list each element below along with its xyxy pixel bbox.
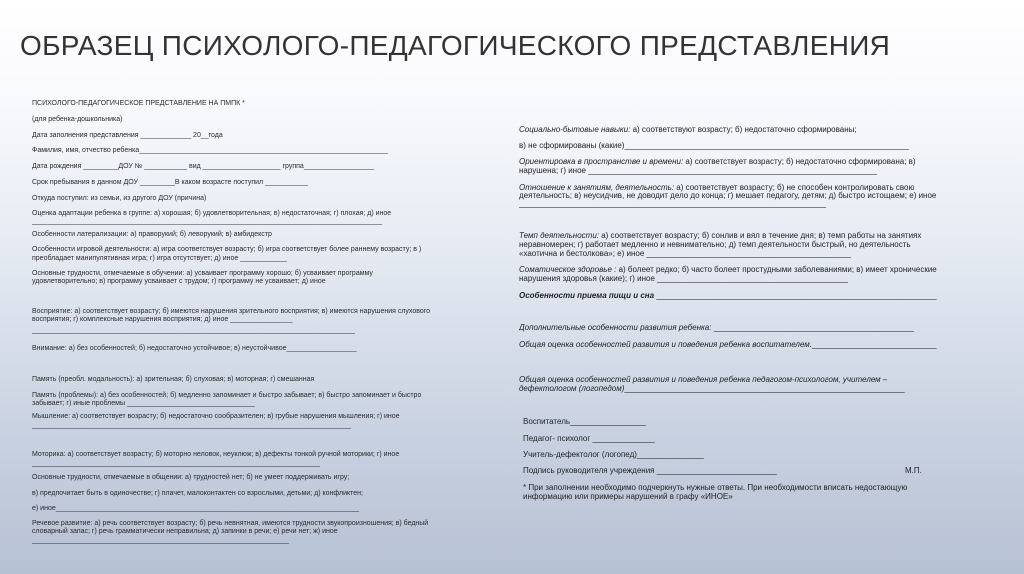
- field-additional-features: Дополнительные особенности развития ребенка: _____________________________________________: [519, 323, 914, 332]
- field-communication-other: е) иное______________________________________________________________________________: [32, 505, 360, 512]
- field-motor-skills-blank: __________________________________________________________________________: [32, 460, 321, 467]
- form-subheading: (для ребенка-дошкольника): [32, 116, 123, 123]
- slide-title: ОБРАЗЕЦ ПСИХОЛОГО-ПЕДАГОГИЧЕСКОГО ПРЕДСТАВЛЕНИЯ: [20, 30, 891, 61]
- signature-defectologist: Учитель-дефектолог (логопед)_______________: [523, 450, 704, 459]
- field-attitude-blank: _____________________________________________________________________: [519, 199, 826, 208]
- field-eating-sleep-label: Особенности приема пищи и сна: [519, 291, 655, 300]
- signature-psychologist: Педагог- психолог ______________: [523, 434, 655, 443]
- field-household-skills-label: Социально-бытовые навыки:: [519, 125, 631, 134]
- field-health-cont: нарушения здоровья (какие); г) иное ___________________________________________: [519, 274, 849, 283]
- field-memory-modality: Память (преобл. модальность): а) зрительная; б) слуховая; в) моторная; г) смешанная: [32, 376, 315, 383]
- field-thinking: Мышление: а) соответствует возрасту; б) недостаточно сообразителен; в) грубые нарушения мышления; г) иное: [32, 413, 400, 420]
- field-attitude-label: Отношение к занятиям, деятельность:: [519, 183, 675, 192]
- field-orientation-label: Ориентировка в пространстве и времени:: [519, 157, 684, 166]
- field-perception-cont: восприятия; г) комплексные нарушения восприятия; д) иное ________________: [32, 316, 293, 323]
- signature-director: Подпись руководителя учреждения ___________________________: [523, 466, 777, 475]
- footnote: * При заполнении необходимо подчеркнуть нужные ответы. При необходимости вписать недостающую: [523, 483, 908, 492]
- field-origin: Откуда поступил: из семьи, из другого ДОУ (причина): [32, 195, 207, 202]
- field-thinking-blank: __________________________________________________________________________________: [32, 422, 352, 429]
- field-communication: Основные трудности, отмечаемые в общении: а) трудностей нет; б) не умеет поддерживать игру;: [32, 474, 350, 481]
- form-heading: ПСИХОЛОГО-ПЕДАГОГИЧЕСКОЕ ПРЕДСТАВЛЕНИЕ НА ПМПК *: [32, 100, 245, 107]
- field-specialist-assessment-cont: дефектологом (логопедом)_______________________________________________________________: [519, 384, 905, 393]
- field-orientation: Ориентировка в пространстве и времени: а) соответствует возрасту; б) недостаточно сформирована; в): [519, 157, 916, 166]
- field-play-activity-cont: преобладает манипулятивная игра; г) игра отсутствует; д) иное ____________: [32, 255, 287, 262]
- field-lateralization: Особенности латерализации: а) праворукий; б) леворукий; в) амбидекстр: [32, 231, 272, 238]
- field-attention: Внимание: а) без особенностей; б) недостаточно устойчивое; в) неустойчивое__________________: [32, 345, 357, 352]
- field-speech-cont: словарный запас; г) речь грамматически неправильна; д) запинки в речи; е) речи нет; ж) иное: [32, 528, 338, 535]
- field-eating-sleep: Особенности приема пищи и сна _______________________________________________________________: [519, 291, 937, 300]
- field-specialist-assessment: Общая оценка особенностей развития и поведения ребенка педагогом-психологом, учителем –: [519, 375, 888, 384]
- field-educator-assessment: Общая оценка особенностей развития и поведения ребенка воспитателем.____________________________: [519, 340, 937, 349]
- field-orientation-cont: нарушена; г) иное _________________________________________________________________: [519, 166, 878, 175]
- field-additional-features-label: Дополнительные особенности развития ребенка:: [519, 323, 712, 332]
- field-stay-period: Срок пребывания в данном ДОУ _________В каком возрасте поступил ___________: [32, 179, 308, 186]
- field-child-name: Фамилия, имя, отчество ребенка________________________________________________________________: [32, 147, 389, 154]
- field-tempo-cont-2: «хаотична и бестолкова»; е) иное ______________________________________________: [519, 249, 852, 258]
- field-attitude: Отношение к занятиям, деятельность: а) соответствует возрасту; б) не способен контролировать свою: [519, 183, 915, 192]
- field-educator-assessment-label: Общая оценка особенностей развития и поведения ребенка воспитателем.: [519, 340, 813, 349]
- field-learning-difficulties-cont: удовлетворительно; в) программу усваивает с трудом; г) программу не усваивает; д) иное: [32, 278, 326, 285]
- footnote-cont: информацию или примеры нарушений в графу «ИНОЕ»: [523, 492, 733, 501]
- signature-educator: Воспитатель_________________: [523, 417, 646, 426]
- field-household-skills: Социально-бытовые навыки: а) соответствуют возрасту; б) недостаточно сформированы;: [519, 125, 857, 134]
- field-tempo-cont: неравномерен; г) работает медленно и невнимательно; д) темп деятельности быстрый, но деятельность: [519, 240, 911, 249]
- field-speech-blank: __________________________________________________________________: [32, 537, 289, 544]
- field-tempo: Темп деятельности: а) соответствует возрасту; б) сонлив и вял в течение дня; в) темп работы на занятиях: [519, 231, 922, 240]
- field-attitude-cont: деятельность; в) неусидчив, не доводит дело до конца; г) мешает педагогу, детям; д) быстро истощаем; е) иное: [519, 191, 937, 200]
- field-speech: Речевое развитие: а) речь соответствует возрасту; б) речь невнятная, имеются трудности звукопроизношения; в) бедный: [32, 520, 429, 527]
- field-health: Соматическое здоровье : а) болеет редко; б) часто болеет простудными заболеваниями; в) имеет хронические: [519, 265, 937, 274]
- field-health-label: Соматическое здоровье :: [519, 265, 617, 274]
- field-adaptation: Оценка адаптации ребенка в группе: а) хорошая; б) удовлетворительная; в) недостаточная; г) плохая; д) иное: [32, 210, 392, 217]
- field-birth-date: Дата рождения _________ДОУ № ___________ вид ____________________ группа__________________: [32, 163, 374, 170]
- field-memory-problems: Память (проблемы): а) без особенностей; б) медленно запоминает и быстро забывает; в) быстро запоминает и быстро: [32, 392, 422, 399]
- field-perception-blank: ___________________________________________________________________________________: [32, 327, 356, 334]
- field-communication-cont: в) предпочитает быть в одиночестве; г) плачет, малоконтактен со взрослыми, детьми; д) конфликтен;: [32, 490, 363, 497]
- field-learning-difficulties: Основные трудности, отмечаемые в обучении: а) усваивает программу хорошо; б) усваивает программу: [32, 270, 373, 277]
- field-adaptation-blank: __________________________________________________________________________________________: [32, 218, 383, 225]
- field-perception: Восприятие: а) соответствует возрасту; б) имеются нарушения зрительного восприятия; в) имеются нарушения слухового: [32, 308, 431, 315]
- field-household-skills-cont: в) не сформированы (какие)________________________________________________________________: [519, 141, 910, 150]
- stamp-place: М.П.: [905, 466, 922, 475]
- field-tempo-label: Темп деятельности:: [519, 231, 599, 240]
- field-motor-skills: Моторика: а) соответствует возрасту; б) моторно неловок, неуклюж; в) дефекты тонкой ручной моторики; г) иное: [32, 451, 400, 458]
- field-fill-date: Дата заполнения представления _____________ 20__года: [32, 132, 223, 139]
- field-specialist-assessment-label: дефектологом (логопедом): [519, 384, 625, 393]
- field-memory-problems-cont: забывает; г) иные проблемы _________________________________: [32, 400, 256, 407]
- field-play-activity: Особенности игровой деятельности: а) игра соответствует возрасту; б) игра соответствует более раннему возрасту; в ): [32, 246, 422, 253]
